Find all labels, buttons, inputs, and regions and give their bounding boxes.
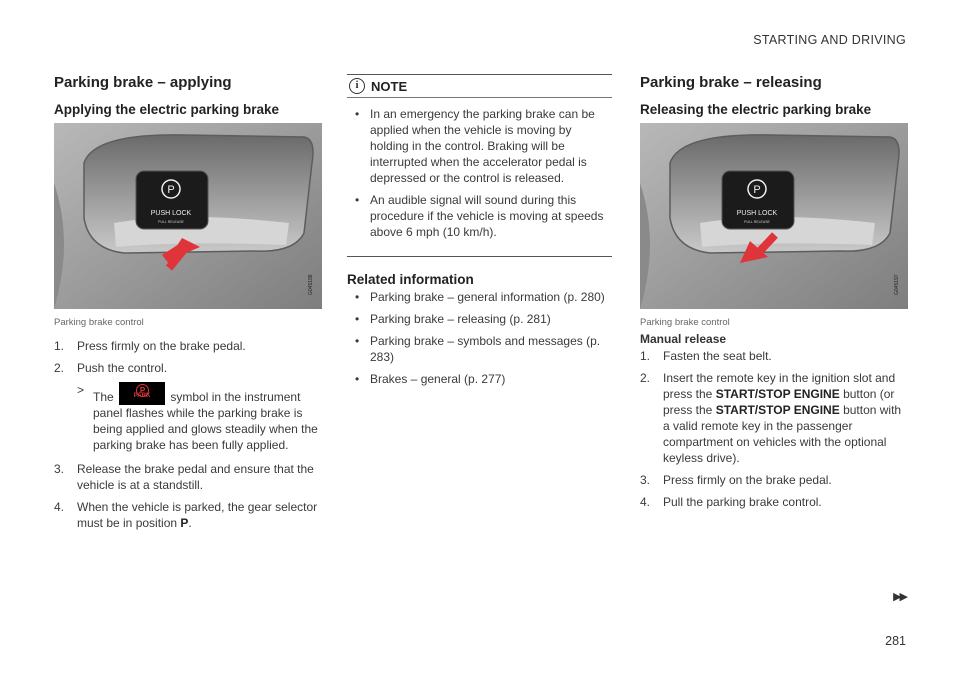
button-label: PUSH LOCK	[150, 210, 192, 217]
step-3: 3. Release the brake pedal and ensure that the vehicle is at a standstill.	[54, 462, 314, 492]
related-link[interactable]: • Parking brake – symbols and messages (p. 283)	[355, 334, 601, 364]
note-item: • In an emergency the parking brake can be applied when the vehicle is moving by holding in the control. Braking will be interrupted when the accelerator pedal is depressed or the control is released.	[355, 107, 595, 185]
button-label: PUSH LOCK	[736, 210, 778, 217]
subsection-title: Applying the electric parking brake	[54, 102, 280, 117]
park-symbol-icon: P PARK	[119, 382, 165, 405]
release-steps	[640, 348, 907, 510]
releasing-column	[640, 74, 907, 516]
note-item: • An audible signal will sound during this procedure if the vehicle is moving at speeds above 6 mph (10 km/h).	[355, 193, 604, 239]
subsection-title: Releasing the electric parking brake	[640, 102, 872, 117]
info-icon: i	[349, 78, 365, 94]
related-link[interactable]: • Brakes – general (p. 277)	[355, 372, 506, 386]
step-2: 2. Push the control.	[54, 361, 168, 375]
related-list	[347, 289, 612, 387]
step-2: 2. Insert the remote key in the ignition slot and press the START/STOP ENGINE button (or press the START/STOP ENGINE button with a valid remote key in the passenger compartment on vehicles with the optional keyless drive).	[640, 371, 902, 465]
svg-text:P: P	[753, 184, 761, 196]
note-header	[347, 75, 612, 98]
section-title: Parking brake – releasing	[640, 74, 822, 91]
photo-caption: Parking brake control	[640, 317, 730, 328]
image-code: G045198	[308, 274, 314, 295]
related-information	[347, 272, 612, 387]
step-1: 1. Press firmly on the brake pedal.	[54, 339, 246, 353]
related-link[interactable]: • Parking brake – general information (p. 280)	[355, 290, 605, 304]
note-box	[347, 74, 612, 257]
step-1: 1. Fasten the seat belt.	[640, 349, 772, 363]
note-column	[347, 74, 612, 393]
svg-text:P: P	[167, 184, 175, 196]
apply-steps-continued	[54, 461, 322, 531]
step-4: 4. Pull the parking brake control.	[640, 495, 822, 509]
next-page-icon[interactable]: ▶▶	[893, 591, 906, 603]
applying-column	[54, 74, 322, 537]
note-list	[347, 106, 612, 240]
related-link[interactable]: • Parking brake – releasing (p. 281)	[355, 312, 551, 326]
parking-brake-photo-release	[640, 123, 908, 309]
button-sublabel: PULL RELEASE	[744, 220, 770, 224]
page-number: 281	[885, 634, 906, 648]
image-code: G045197	[894, 274, 900, 295]
step-3: 3. Press firmly on the brake pedal.	[640, 473, 832, 487]
photo-caption: Parking brake control	[54, 317, 144, 328]
apply-steps	[54, 338, 322, 376]
section-title: Parking brake – applying	[54, 74, 232, 91]
related-title: Related information	[347, 272, 474, 287]
section-header: STARTING AND DRIVING	[753, 33, 906, 47]
step-4: 4. When the vehicle is parked, the gear selector must be in position P.	[54, 500, 318, 530]
button-sublabel: PULL RELEASE	[158, 220, 184, 224]
manual-release-title: Manual release	[640, 332, 727, 346]
step-result: > The P PARK symbol in the instrument panel flashes while the parking brake is being applied and glows steadily when the parking brake has been fully applied.	[77, 383, 318, 452]
note-title: NOTE	[371, 78, 408, 94]
parking-brake-photo-apply	[54, 123, 322, 309]
